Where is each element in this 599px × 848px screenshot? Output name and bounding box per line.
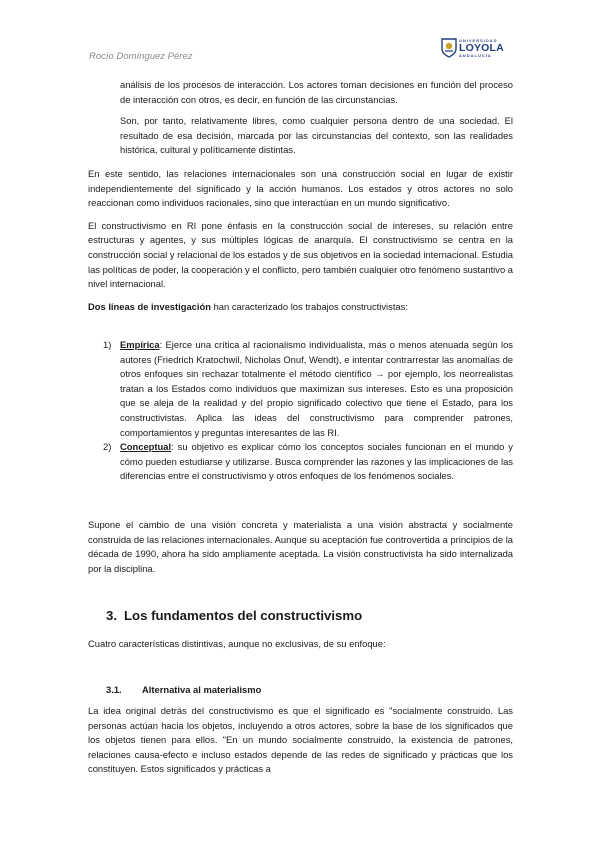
research-lines-list [88,338,513,484]
logo-main-text: LOYOLA [459,42,504,54]
list-text: : Ejerce una crítica al racionalismo individualista, más o menos atenuada según los autores (Friedrich Kratochwil, Nicholas Onuf, Wendt), e intentar contrarrestar las anomalías de otros enfoques sin rechazar totalmente el método científico → por ejemplo, los neorrealistas tratan a los Estados como individuos que maximizan sus intereses. Esto es una proposición que se aleja de la realidad y del propio significado colectivo que tiene el Estado, para los constructivistas. Aplica las ideas del constructivismo para comprender patrones, comportamientos y preguntas interesantes de las RI. [120,339,513,438]
subsection-heading [106,684,261,695]
subsection-title: Alternativa al materialismo [142,684,262,695]
section-intro: Cuatro características distintivas, aunque no exclusivas, de su enfoque: [88,638,386,649]
list-text: : su objetivo es explicar cómo los conceptos sociales funcionan en el mundo y cómo pueden estudiarse y utilizarse. Busca comprender las razones y las implicaciones de las diferencias entre el constructivismo y otros enfoques de los fenómenos sociales. [120,441,513,482]
logo-top-text: UNIVERSIDAD [459,38,498,43]
list-term: Conceptual [120,441,172,453]
subsection-body-block [88,704,513,777]
subsection-text: La idea original detrás del constructivismo es que el significado es "socialmente construido. Las personas actúan hacia los objetos, incluyendo a otros actores, sobre la base de los significados que los objetos tienen para ellos. "En un mundo socialmente construido, la existencia de patrones, relaciones causa-efecto e incluso estados depende de las redes de significado y prácticas que los constituyen. Estos significados y prácticas a [88,705,513,775]
section-intro-block [88,637,513,652]
quote-paragraph: Son, por tanto, relativamente libres, como cualquier persona dentro de una sociedad. El resultado de esa decisión, marcada por las circunstancias del contexto, son las realidades histórica, cultural y políticamente distintas. [120,115,513,156]
paragraph: En este sentido, las relaciones internacionales son una construcción social en lugar de existir independientemente del significado y la acción humanos. Los estados y otros actores no solo reaccionan como individuos racionales, sino que interactúan en un mundo significativo. [88,168,513,209]
list-term: Empírica [120,339,160,350]
subsection-number: 3.1. [106,684,122,695]
section-number: 3. [106,608,117,623]
section-title: Los fundamentos del constructivismo [124,608,363,623]
list-number: 1) [103,339,112,350]
list-item [88,440,513,484]
lines-intro-rest: han caracterizado los trabajos constructivistas: [210,300,408,312]
closing-paragraph-block [88,518,513,576]
lines-intro-bold: Dos líneas de investigación [88,300,211,312]
quote-block [120,78,513,158]
list-number: 2) [103,441,112,453]
lines-intro [88,300,513,315]
section-heading [106,608,362,623]
logo-sub-text: ANDALUCÍA [459,53,492,58]
body-paragraphs [88,167,513,314]
paragraph: El constructivismo en RI pone énfasis en la construcción social de intereses, su relación entre estructuras y agentes, y sus múltiples lógicas de anarquía. El constructivismo se centra en la construcción social y relacional de los estados y de sus objetivos en la sociedad internacional. Estudia las políticas de poder, la cooperación y el conflicto, pero también cualquier otro fenómeno sustantivo a nivel internacional. [88,219,513,290]
quote-paragraph: análisis de los procesos de interacción. Los actores toman decisiones en función del proceso de interacción con otros, es decir, en función de las circunstancias. [120,79,513,105]
university-logo [441,38,513,60]
header-author: Rocío Domínguez Pérez [89,51,193,62]
closing-paragraph: Supone el cambio de una visión concreta y materialista a una visión abstracta y socialmente construida de las relaciones internacionales. Aunque su aceptación fue controvertida a principios de la década de 1990, ahora ha sido ampliamente aceptada. La visión constructivista ha sido internalizada por la disciplina. [88,519,513,574]
shield-icon [441,38,457,58]
list-item [88,338,513,440]
